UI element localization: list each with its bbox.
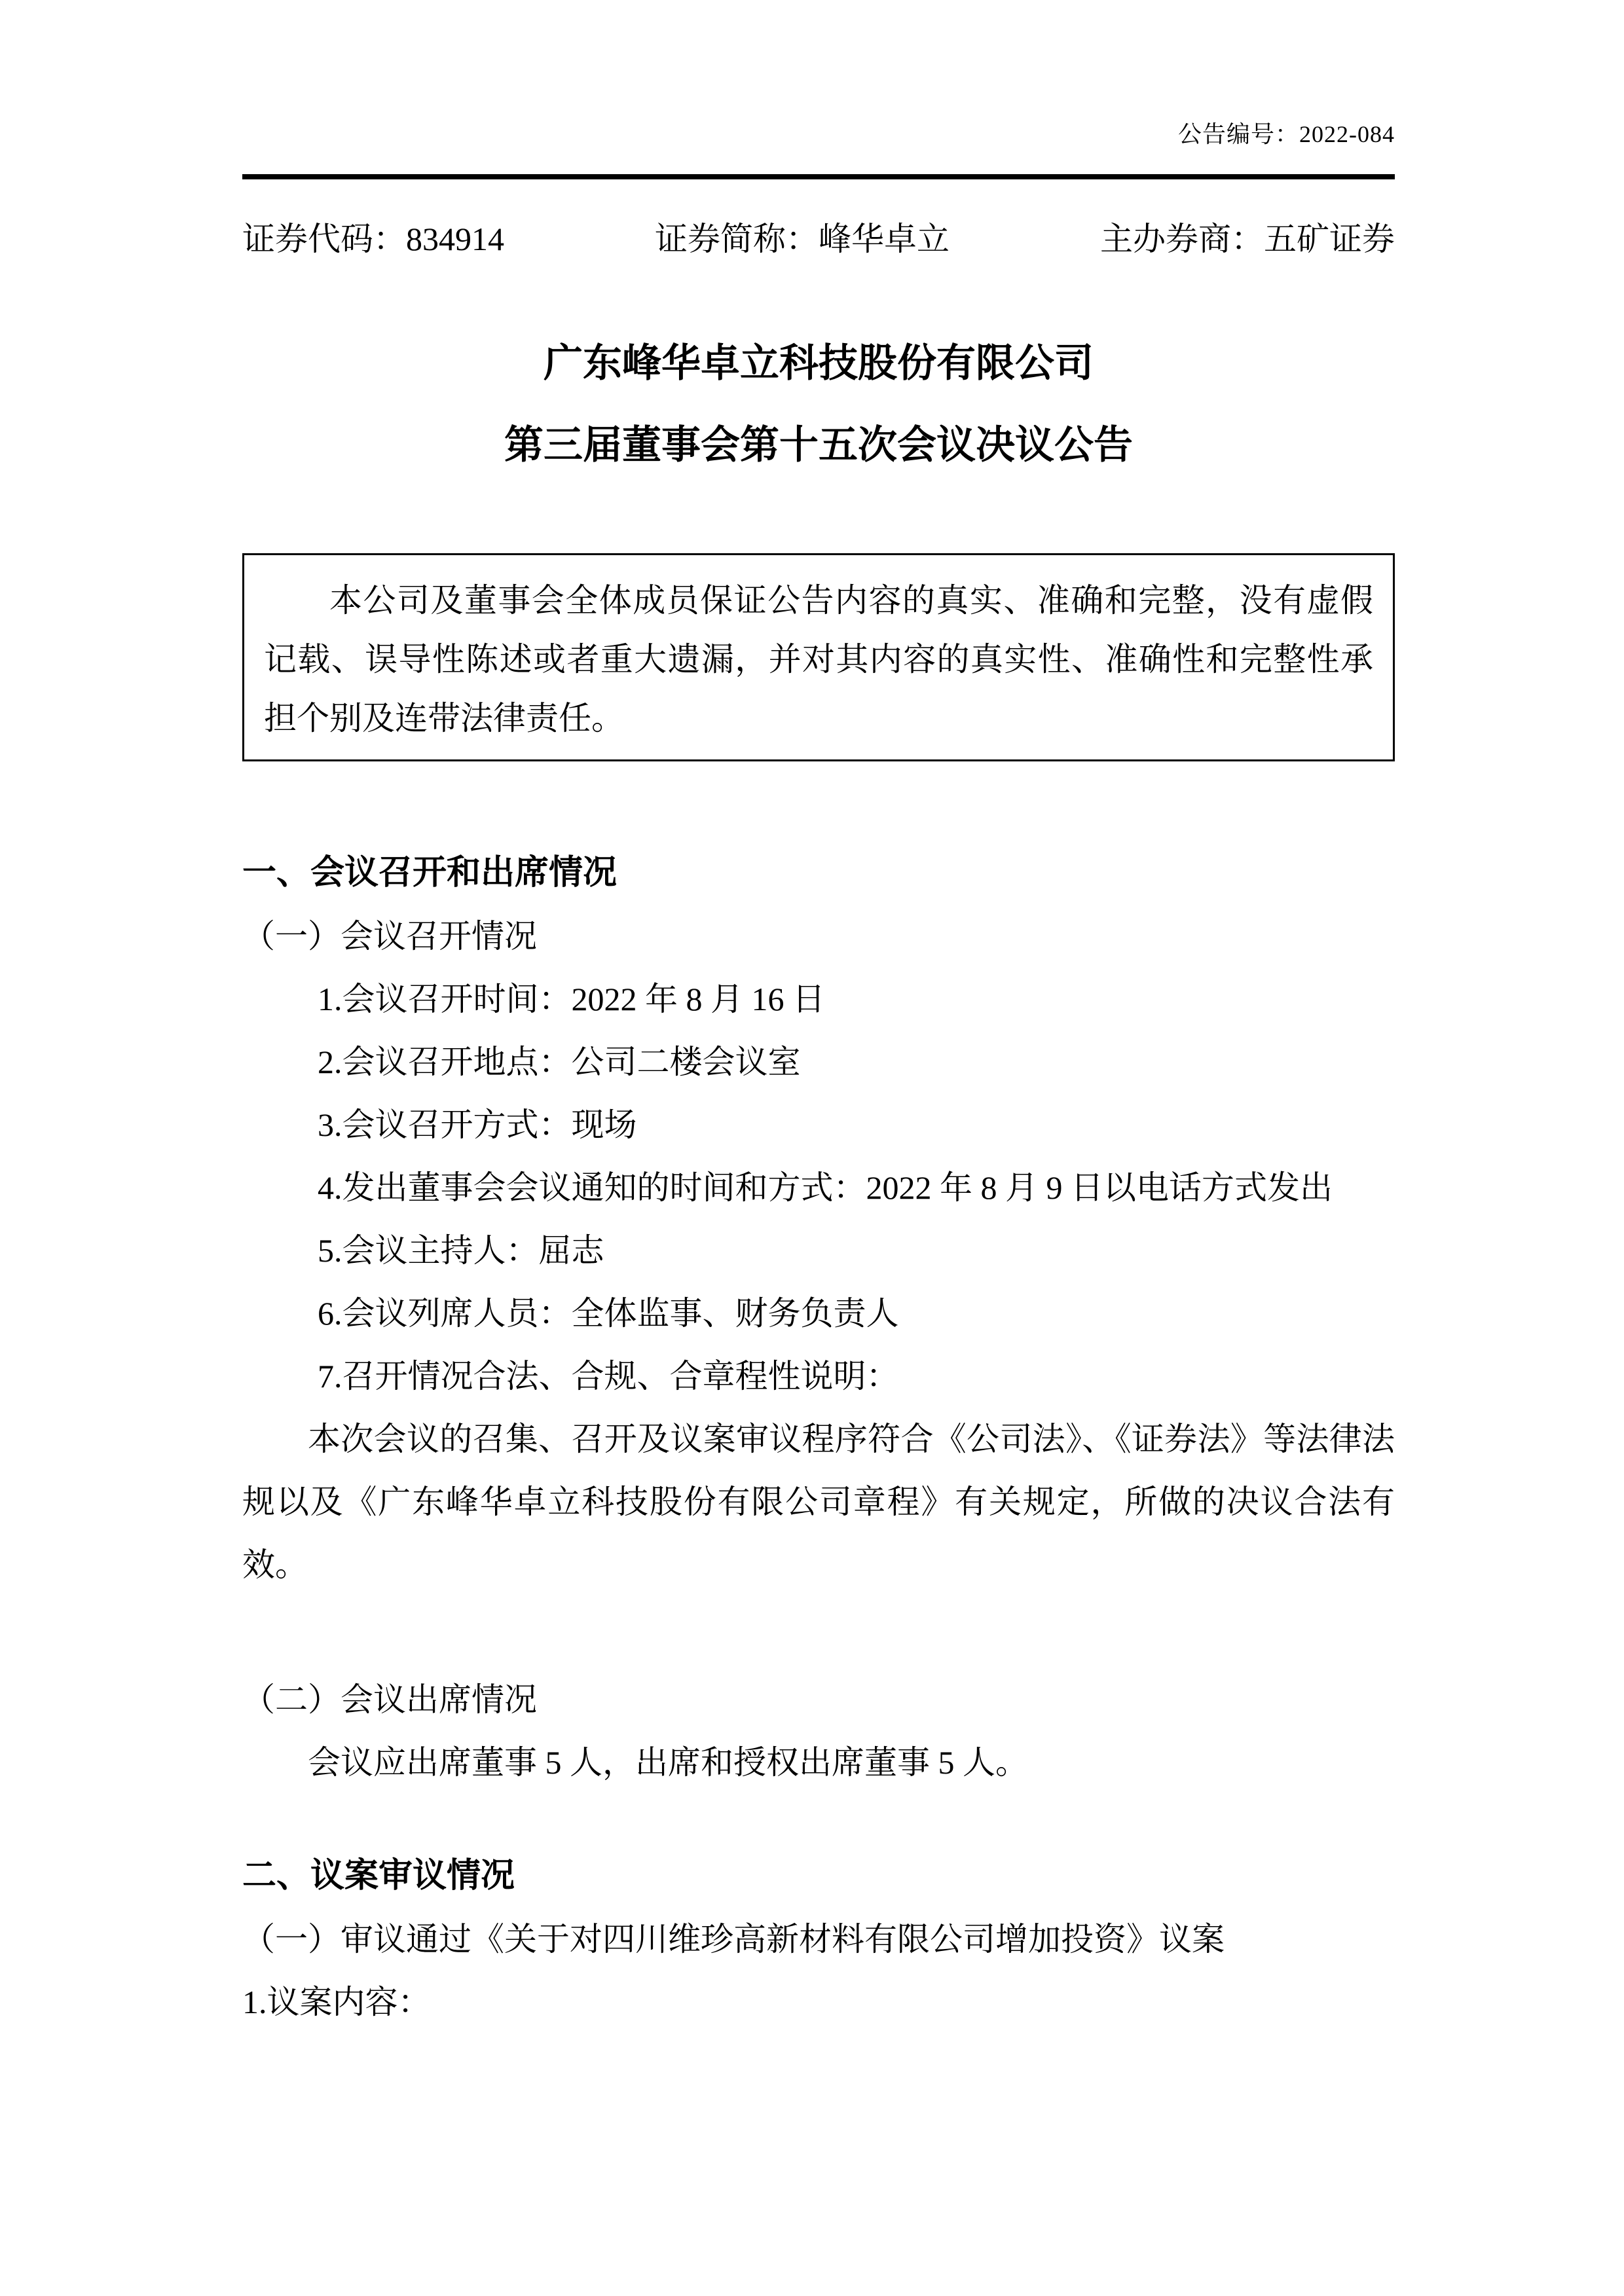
- section-2-body: [242, 1908, 1395, 2033]
- header-divider: [242, 174, 1395, 179]
- disclaimer-box: [242, 553, 1395, 761]
- section-1-heading: 一、会议召开和出席情况: [242, 854, 618, 892]
- meeting-item-place: 2.会议召开地点：公司二楼会议室: [318, 1044, 801, 1080]
- meeting-item-observers: 6.会议列席人员：全体监事、财务负责人: [318, 1295, 899, 1332]
- meeting-item-time: 1.会议召开时间：2022 年 8 月 16 日: [318, 981, 825, 1017]
- securities-code: 证券代码：834914: [242, 221, 504, 257]
- disclaimer-text: 本公司及董事会全体成员保证公告内容的真实、准确和完整，没有虚假记载、误导性陈述或者重大遗漏，并对其内容的真实性、准确性和完整性承担个别及连带法律责任。: [264, 582, 1373, 737]
- proposal-content-label: 1.议案内容：: [242, 1984, 431, 2020]
- announcement-number: 公告编号：2022-084: [1178, 121, 1395, 147]
- section-2-heading: 二、议案审议情况: [242, 1857, 515, 1895]
- securities-short-name: 证券简称：峰华卓立: [655, 221, 950, 257]
- meeting-item-notice: 4.发出董事会会议通知的时间和方式：2022 年 8 月 9 日以电话方式发出: [318, 1169, 1333, 1206]
- announcement-title: 第三届董事会第十五次会议决议公告: [504, 424, 1133, 467]
- meeting-item-host: 5.会议主持人：屈志: [318, 1232, 604, 1269]
- sponsor-broker: 主办券商：五矿证券: [1100, 221, 1395, 257]
- meeting-item-method: 3.会议召开方式：现场: [318, 1106, 637, 1143]
- sub-heading-convening: （一）会议召开情况: [242, 918, 537, 955]
- securities-info-row: [242, 223, 1395, 255]
- sub-heading-attendance: （二）会议出席情况: [242, 1681, 537, 1718]
- attendance-paragraph: 会议应出席董事 5 人，出席和授权出席董事 5 人。: [308, 1744, 1028, 1781]
- legality-paragraph: 本次会议的召集、召开及议案审议程序符合《公司法》、《证券法》等法律法规以及《广东峰华卓立科技股份有限公司章程》有关规定，所做的决议合法有效。: [242, 1421, 1395, 1583]
- meeting-item-legality-label: 7.召开情况合法、合规、合章程性说明：: [318, 1358, 899, 1394]
- company-name-title: 广东峰华卓立科技股份有限公司: [544, 342, 1094, 385]
- section-1-body: [242, 905, 1395, 1794]
- sub-heading-proposal-approved: （一）审议通过《关于对四川维珍高新材料有限公司增加投资》议案: [242, 1921, 1225, 1958]
